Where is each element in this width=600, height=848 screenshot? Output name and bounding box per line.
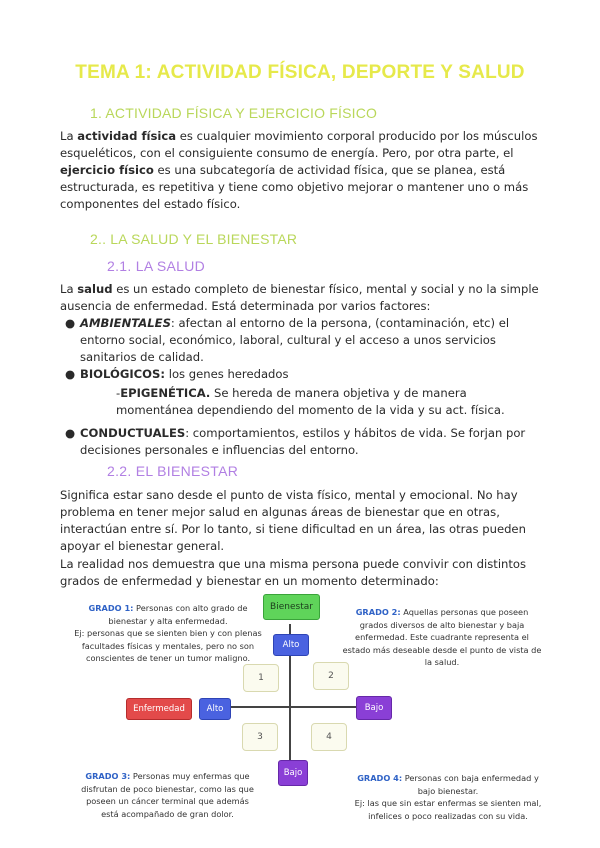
quadrant-3: 3	[242, 723, 278, 751]
factors-list	[60, 315, 550, 383]
quadrant-2: 2	[313, 662, 349, 690]
grado-4-description: GRADO 4: Personas con baja enfermedad y bajo bienestar. Ej: las que sin estar enfermas se sienten mal, infelices o poco realizadas con su vida.	[354, 773, 542, 821]
page-title: TEMA 1: ACTIVIDAD FÍSICA, DEPORTE Y SALUD	[75, 62, 525, 83]
list-item: ● BIOLÓGICOS: los genes heredados	[65, 367, 289, 381]
quadrant-1: 1	[243, 664, 279, 692]
paragraph-realidad: La realidad nos demuestra que una misma persona puede convivir con distintos grados de enfermedad y bienestar en un momento determinado:	[60, 557, 527, 588]
horizontal-axis	[208, 706, 376, 708]
section-heading-salud-bienestar: 2.. LA SALUD Y EL BIENESTAR	[90, 231, 298, 247]
paragraph-actividad-fisica: La actividad física es cualquier movimiento corporal producido por los músculos esqueléticos, con el consiguiente consumo de energía. Pero, por otra parte, el ejercicio físico es una subcategoría de actividad física, que se planea, está estructurada, es repetitiva y tiene como objetivo mejorar o mantener uno o más componentes del estado físico.	[60, 129, 538, 211]
quadrant-4: 4	[311, 723, 347, 751]
paragraph-salud: La salud es un estado completo de bienestar físico, mental y social y no la simple ausencia de enfermedad. Está determinada por varios factores:	[60, 282, 539, 313]
grado-1-description: GRADO 1: Personas con alto grado de bienestar y alta enfermedad. Ej: personas que se sienten bien y con plenas facultades físicas y mentales, pero no son conscientes de tener un tumor maligno.	[74, 603, 262, 663]
bajo-bottom-box: Bajo	[278, 760, 308, 786]
enfermedad-box: Enfermedad	[126, 698, 192, 720]
salud-bienestar-diagram	[60, 590, 550, 842]
bienestar-box: Bienestar	[263, 594, 320, 620]
subheading-salud: 2.1. LA SALUD	[107, 258, 206, 274]
list-item: ● AMBIENTALES: afectan al entorno de la persona, (contaminación, etc) el entorno social, económico, laboral, cultural y el acceso a unos servicios sanitarios de calidad.	[65, 316, 510, 364]
list-item: ● CONDUCTUALES: comportamientos, estilos y hábitos de vida. Se forjan por decisiones personales e influencias del entorno.	[65, 426, 526, 457]
alto-top-box: Alto	[273, 634, 309, 656]
grado-2-description: GRADO 2: Aquellas personas que poseen grados diversos de alto bienestar y baja enfermedad. Este cuadrante representa el estado más deseable desde el punto de vista de la salud.	[342, 607, 542, 667]
factors-list-continued	[60, 425, 550, 459]
section-heading-actividad-fisica: 1. ACTIVIDAD FÍSICA Y EJERCICIO FÍSICO	[90, 105, 378, 121]
epigenetica-note: -EPIGENÉTICA. Se hereda de manera objetiva y de manera momentánea dependiendo del momento de la vida y su act. física.	[116, 386, 505, 417]
alto-left-box: Alto	[199, 698, 231, 720]
subheading-bienestar: 2.2. EL BIENESTAR	[107, 463, 239, 479]
bajo-right-box: Bajo	[356, 696, 392, 720]
grado-3-description: GRADO 3: Personas muy enfermas que disfrutan de poco bienestar, como las que poseen un cáncer terminal que además está acompañado de gran dolor.	[81, 771, 254, 819]
paragraph-bienestar: Significa estar sano desde el punto de vista físico, mental y emocional. No hay problema en tener mejor salud en algunas áreas de bienestar que en otras, interactúan entre sí. Por lo tanto, si tiene dificultad en un área, las otras pueden apoyar el bienestar general.	[60, 488, 526, 553]
